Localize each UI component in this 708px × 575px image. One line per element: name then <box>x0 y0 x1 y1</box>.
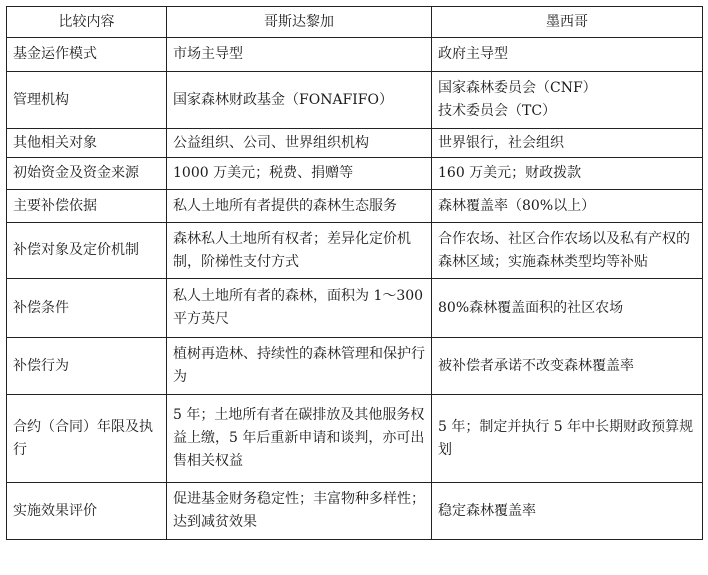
mexico-cell: 国家森林委员会（CNF） 技术委员会（TC） <box>432 72 703 129</box>
costa-rica-cell: 森林私人土地所有权者；差异化定价机制，阶梯性支付方式 <box>167 223 432 279</box>
table-row <box>7 190 703 223</box>
table-header-row <box>7 7 703 38</box>
table-row <box>7 483 703 540</box>
costa-rica-cell: 植树再造林、持续性的森林管理和保护行为 <box>167 338 432 395</box>
costa-rica-cell: 国家森林财政基金（FONAFIFO） <box>167 72 432 129</box>
comparison-table-container <box>6 6 703 540</box>
costa-rica-cell: 促进基金财务稳定性；丰富物种多样性；达到减贫效果 <box>167 483 432 540</box>
header-mexico: 墨西哥 <box>432 7 703 38</box>
costa-rica-cell: 1000 万美元；税费、捐赠等 <box>167 158 432 190</box>
mexico-cell: 被补偿者承诺不改变森林覆盖率 <box>432 338 703 395</box>
table-row <box>7 395 703 483</box>
mexico-cell: 森林覆盖率（80%以上） <box>432 190 703 223</box>
costa-rica-cell: 私人土地所有者的森林，面积为 1～300 平方英尺 <box>167 279 432 338</box>
comparison-table <box>6 6 703 540</box>
costa-rica-cell: 私人土地所有者提供的森林生态服务 <box>167 190 432 223</box>
header-comparison-item: 比较内容 <box>7 7 167 38</box>
row-label: 补偿条件 <box>7 279 167 338</box>
costa-rica-cell: 市场主导型 <box>167 38 432 72</box>
mexico-cell: 80%森林覆盖面积的社区农场 <box>432 279 703 338</box>
table-row <box>7 72 703 129</box>
row-label: 补偿对象及定价机制 <box>7 223 167 279</box>
mexico-cell: 稳定森林覆盖率 <box>432 483 703 540</box>
table-row <box>7 129 703 158</box>
table-row <box>7 279 703 338</box>
mexico-cell: 5 年；制定并执行 5 年中长期财政预算规划 <box>432 395 703 483</box>
mexico-cell: 世界银行，社会组织 <box>432 129 703 158</box>
header-costa-rica: 哥斯达黎加 <box>167 7 432 38</box>
table-row <box>7 338 703 395</box>
table-row <box>7 38 703 72</box>
table-row <box>7 223 703 279</box>
row-label: 补偿行为 <box>7 338 167 395</box>
row-label: 基金运作模式 <box>7 38 167 72</box>
row-label: 初始资金及资金来源 <box>7 158 167 190</box>
mexico-cell: 合作农场、社区合作农场以及私有产权的森林区域；实施森林类型均等补贴 <box>432 223 703 279</box>
table-row <box>7 158 703 190</box>
mexico-cell: 政府主导型 <box>432 38 703 72</box>
row-label: 管理机构 <box>7 72 167 129</box>
row-label: 其他相关对象 <box>7 129 167 158</box>
mexico-cell: 160 万美元；财政拨款 <box>432 158 703 190</box>
row-label: 合约（合同）年限及执行 <box>7 395 167 483</box>
row-label: 主要补偿依据 <box>7 190 167 223</box>
costa-rica-cell: 公益组织、公司、世界组织机构 <box>167 129 432 158</box>
row-label: 实施效果评价 <box>7 483 167 540</box>
costa-rica-cell: 5 年；土地所有者在碳排放及其他服务权益上缴，5 年后重新申请和谈判，亦可出售相关权益 <box>167 395 432 483</box>
